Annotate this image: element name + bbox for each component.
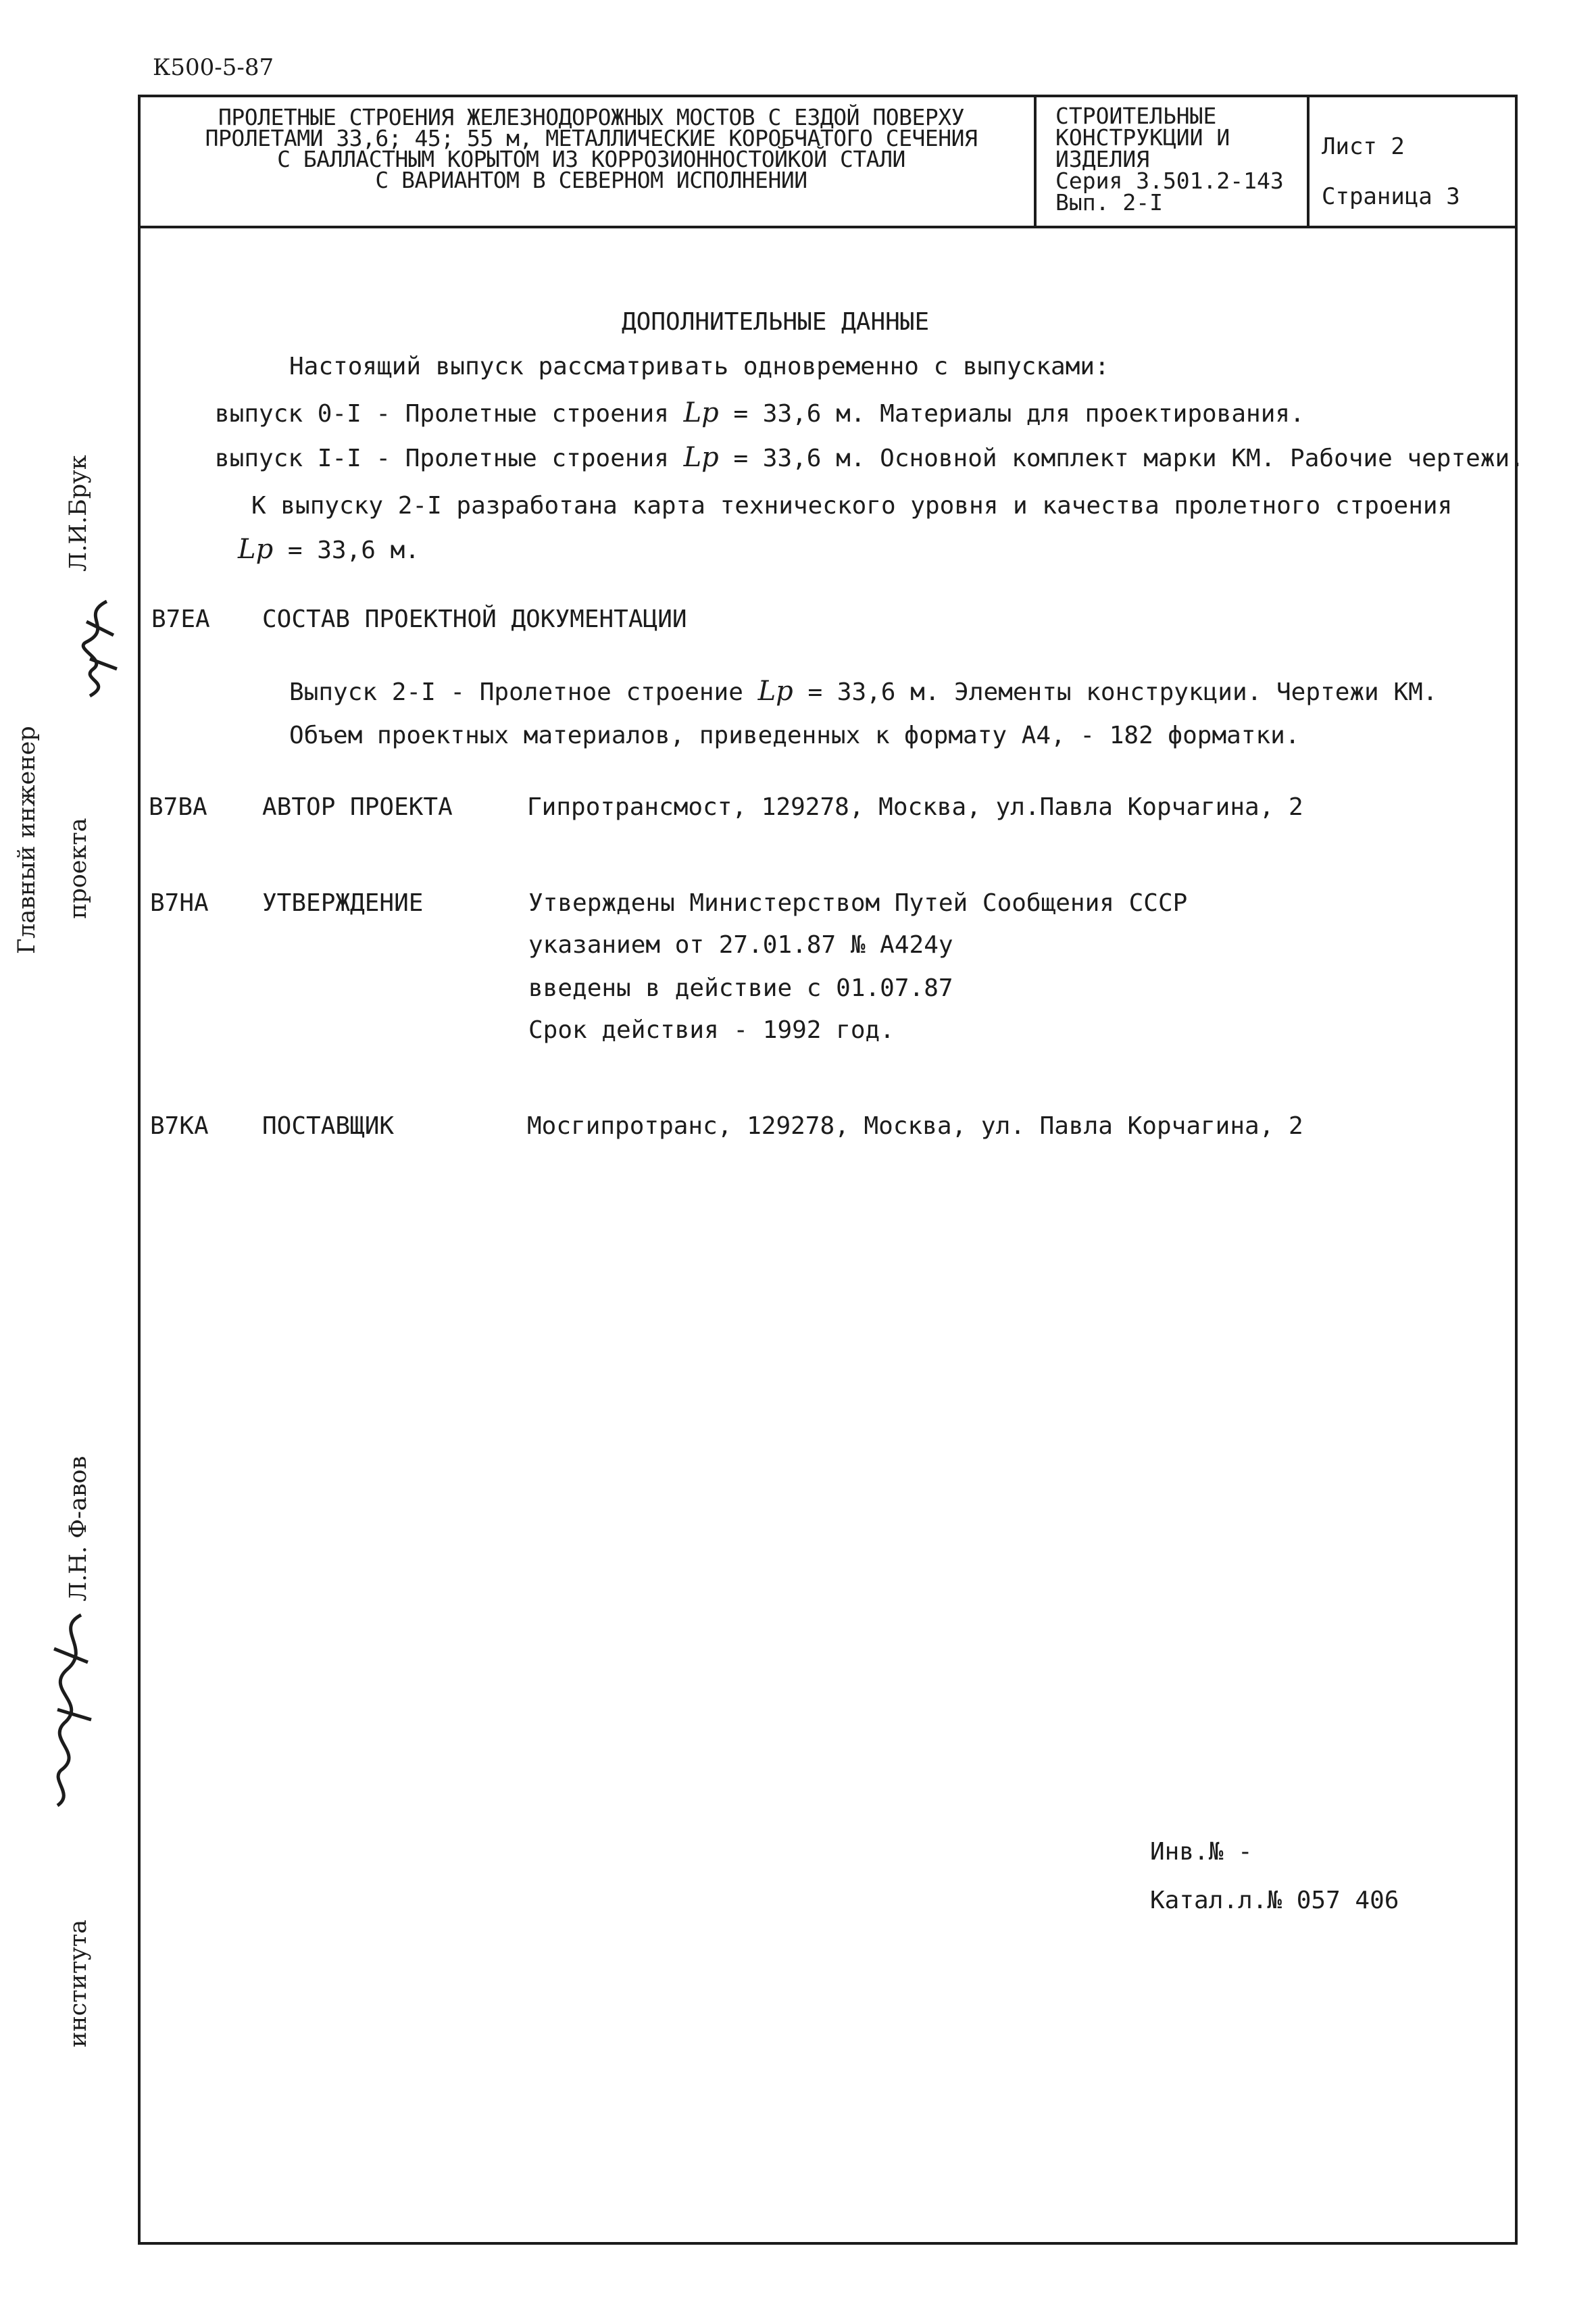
title-line: С БАЛЛАСТНЫМ КОРЫТОМ ИЗ КОРРОЗИОННОСТОЙКОЙ СТАЛИ — [277, 146, 905, 172]
approval-line: Утверждены Министерством Путей Сообщения СССР — [528, 889, 1188, 917]
issue-line: выпуск 0-I - Пролетные строения Lр = 33,6 м. Материалы для проектирования. — [215, 397, 1305, 428]
section-title: ПОСТАВЩИК — [262, 1112, 395, 1140]
document-title — [155, 104, 1027, 193]
section-heading: ДОПОЛНИТЕЛЬНЫЕ ДАННЫЕ — [622, 308, 930, 336]
header-column-divider — [1307, 95, 1310, 227]
title-line: ПРОЛЕТНЫЕ СТРОЕНИЯ ЖЕЛЕЗНОДОРОЖНЫХ МОСТОВ С ЕЗДОЙ ПОВЕРХУ — [218, 104, 964, 130]
title-line: ПРОЛЕТАМИ 33,6; 45; 55 м, МЕТАЛЛИЧЕСКИЕ КОРОБЧАТОГО СЕЧЕНИЯ — [205, 125, 978, 151]
section-code: В7КА — [150, 1112, 209, 1140]
series-line: ИЗДЕЛИЯ — [1055, 146, 1150, 172]
document-code: К500-5-87 — [153, 54, 274, 81]
sheet-info — [1322, 122, 1511, 222]
chief-engineer-name: Л.И.Брук — [65, 455, 92, 572]
chief-engineer-label: Главный инженер — [14, 726, 41, 954]
card-line: К выпуску 2-I разработана карта технического уровня и качества пролетного строения — [251, 492, 1453, 520]
approval-line: Срок действия - 1992 год. — [528, 1016, 895, 1044]
approval-line: введены в действие с 01.07.87 — [528, 974, 953, 1002]
header-divider — [138, 226, 1518, 228]
section-title: СОСТАВ ПРОЕКТНОЙ ДОКУМЕНТАЦИИ — [262, 605, 687, 633]
section-title: УТВЕРЖДЕНИЕ — [262, 889, 424, 917]
project-label: проекта — [65, 818, 92, 919]
approval-line: указанием от 27.01.87 № А424у — [528, 931, 953, 959]
series-line: СТРОИТЕЛЬНЫЕ — [1055, 103, 1217, 129]
series-block — [1055, 105, 1305, 214]
signature-institute — [27, 1608, 101, 1811]
header-column-divider — [1034, 95, 1037, 227]
signature-chief — [66, 595, 127, 710]
institute-engineer-name: Л.Н. Ф-авов — [65, 1455, 92, 1601]
section-code: В7ЕА — [151, 605, 210, 633]
section-code: В7ВА — [149, 793, 207, 821]
documentation-line: Выпуск 2-I - Пролетное строение Lр = 33,6 м. Элементы конструкции. Чертежи КМ. — [289, 676, 1438, 707]
issue-line: выпуск I-I - Пролетные строения Lр = 33,6 м. Основной комплект марки КМ. Рабочие чертежи. — [215, 442, 1524, 473]
sheet-number: Лист 2 — [1322, 133, 1405, 160]
catalog-number: Катал.л.№ 057 406 — [1150, 1887, 1399, 1914]
section-code: В7НА — [150, 889, 209, 917]
lp-symbol: Lр — [238, 534, 274, 565]
lp-symbol: Lр — [683, 442, 719, 473]
page-number: Страница 3 — [1322, 183, 1460, 210]
institute-label: института — [65, 1919, 92, 2047]
title-line: С ВАРИАНТОМ В СЕВЕРНОМ ИСПОЛНЕНИИ — [375, 167, 807, 193]
series-line: Вып. 2-I — [1055, 189, 1163, 216]
lp-symbol: Lр — [683, 397, 719, 428]
inventory-number: Инв.№ - — [1150, 1838, 1253, 1866]
documentation-line: Объем проектных материалов, приведенных к формату А4, - 182 форматки. — [289, 722, 1300, 749]
series-line: Серия 3.501.2-143 — [1055, 168, 1284, 194]
lp-symbol: Lр — [757, 676, 793, 707]
intro-text: Настоящий выпуск рассматривать одновременно с выпусками: — [289, 353, 1109, 380]
card-line: Lр = 33,6 м. — [238, 534, 420, 565]
supplier-value: Мосгипротранс, 129278, Москва, ул. Павла Корчагина, 2 — [527, 1112, 1303, 1140]
author-value: Гипротрансмост, 129278, Москва, ул.Павла Корчагина, 2 — [527, 793, 1303, 821]
section-title: АВТОР ПРОЕКТА — [262, 793, 453, 821]
series-line: КОНСТРУКЦИИ И — [1055, 124, 1230, 151]
